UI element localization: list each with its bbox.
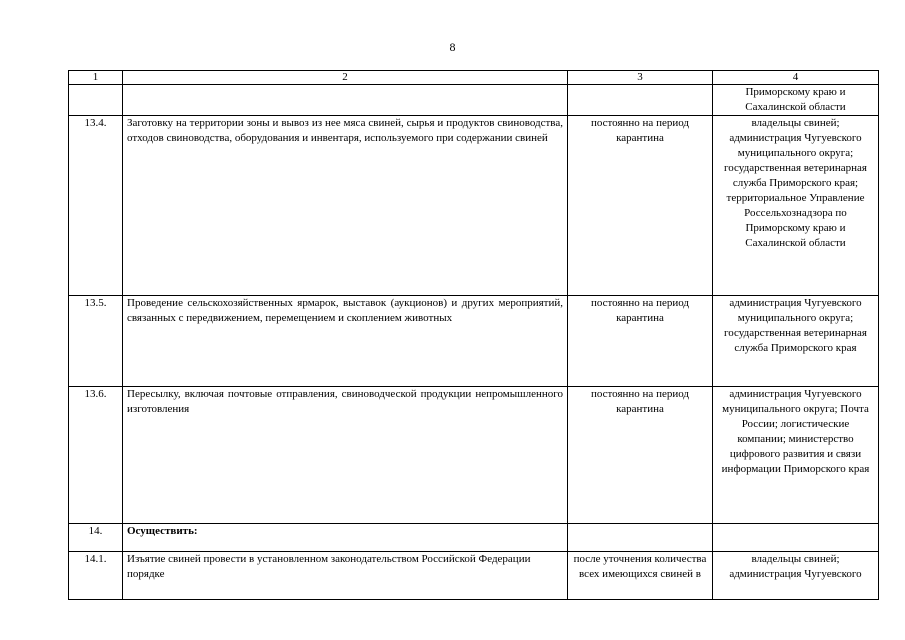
row-number: 14. bbox=[69, 524, 123, 552]
table-row bbox=[69, 387, 879, 524]
row-term: постоянно на период карантина bbox=[568, 387, 713, 524]
row-responsible: владельцы свиней; администрация Чугуевского bbox=[713, 552, 879, 600]
table-row bbox=[69, 85, 879, 116]
row-action bbox=[123, 85, 568, 116]
table-row bbox=[69, 296, 879, 387]
row-number: 14.1. bbox=[69, 552, 123, 600]
table-row bbox=[69, 552, 879, 600]
page-number: 8 bbox=[449, 40, 456, 54]
row-number: 13.6. bbox=[69, 387, 123, 524]
header-col-1: 1 bbox=[69, 71, 123, 85]
row-term: постоянно на период карантина bbox=[568, 116, 713, 296]
row-number: 13.5. bbox=[69, 296, 123, 387]
row-number: 13.4. bbox=[69, 116, 123, 296]
row-responsible: администрация Чугуевского муниципального округа; государственная ветеринарная служба Приморского края bbox=[713, 296, 879, 387]
table-header-row bbox=[69, 71, 879, 85]
row-action: Пересылку, включая почтовые отправления, свиноводческой продукции непромышленного изготовления bbox=[123, 387, 568, 524]
row-responsible bbox=[713, 524, 879, 552]
row-term: постоянно на период карантина bbox=[568, 296, 713, 387]
header-col-2: 2 bbox=[123, 71, 568, 85]
row-responsible: Приморскому краю и Сахалинской области bbox=[713, 85, 879, 116]
row-term bbox=[568, 524, 713, 552]
measures-table bbox=[68, 70, 879, 600]
row-number bbox=[69, 85, 123, 116]
row-responsible: владельцы свиней; администрация Чугуевского муниципального округа; государственная ветеринарная служба Приморского края; территориальное Управление Россельхознадзора по Приморскому краю и Сахалинской области bbox=[713, 116, 879, 296]
row-action: Заготовку на территории зоны и вывоз из нее мяса свиней, сырья и продуктов свиноводства, отходов свиноводства, оборудования и инвентаря, используемого при содержании свиней bbox=[123, 116, 568, 296]
header-col-3: 3 bbox=[568, 71, 713, 85]
table-row bbox=[69, 116, 879, 296]
row-term bbox=[568, 85, 713, 116]
table-row bbox=[69, 524, 879, 552]
row-responsible: администрация Чугуевского муниципального округа; Почта России; логистические компании; министерство цифрового развития и связи информации Приморского края bbox=[713, 387, 879, 524]
row-action: Проведение сельскохозяйственных ярмарок, выставок (аукционов) и других мероприятий, связанных с передвижением, перемещением и скоплением животных bbox=[123, 296, 568, 387]
row-term: после уточнения количества всех имеющихся свиней в bbox=[568, 552, 713, 600]
header-col-4: 4 bbox=[713, 71, 879, 85]
row-action: Осуществить: bbox=[123, 524, 568, 552]
row-action: Изъятие свиней провести в установленном законодательством Российской Федерации порядке bbox=[123, 552, 568, 600]
